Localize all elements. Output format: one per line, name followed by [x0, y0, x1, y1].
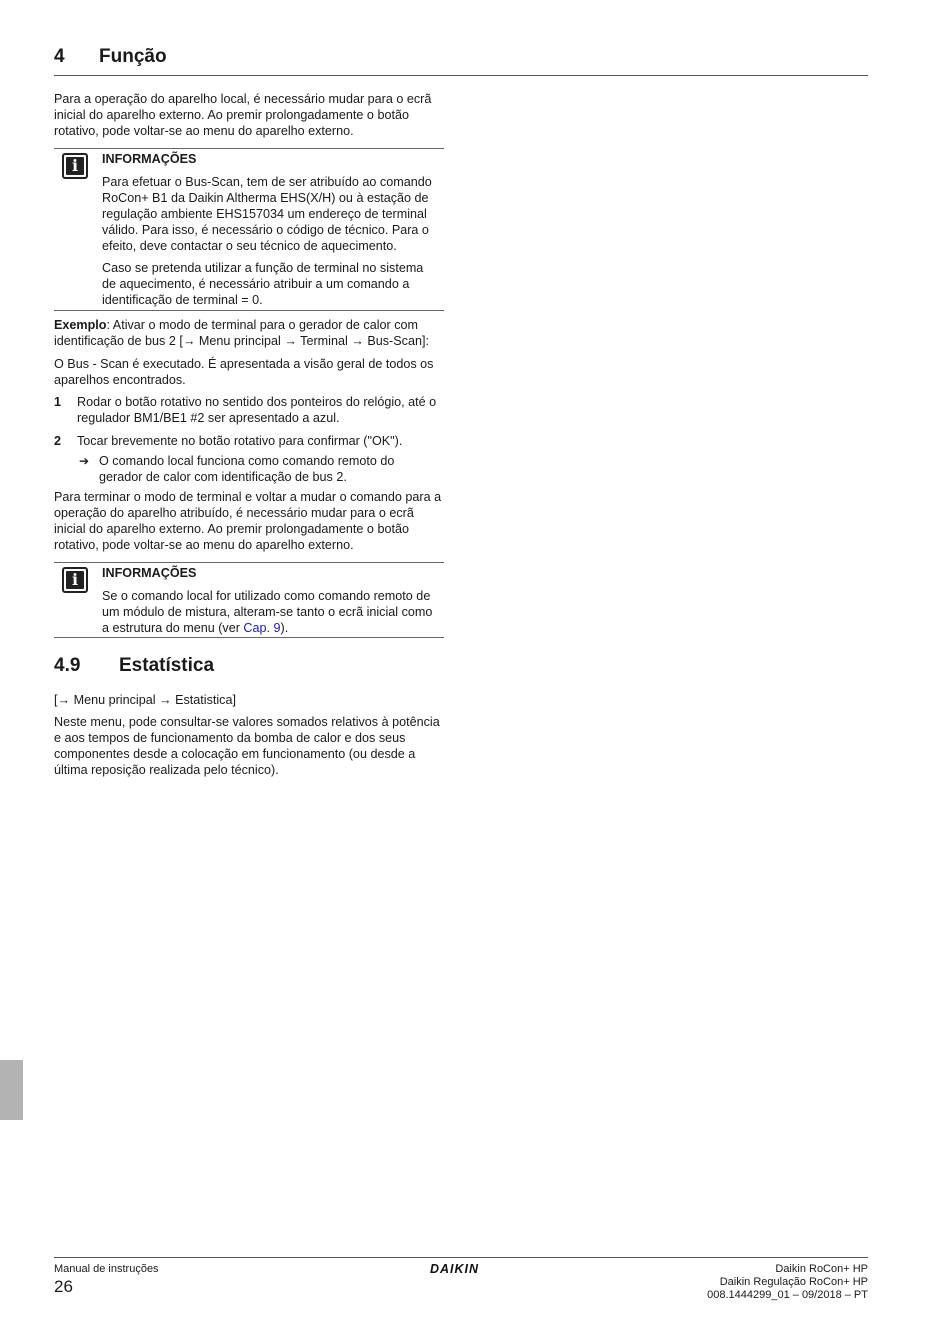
section-heading: [54, 655, 444, 682]
info-box-bus-scan: [54, 148, 444, 311]
footer-divider: [54, 1257, 868, 1258]
step-text: Rodar o botão rotativo no sentido dos ponteiros do relógio, até o regulador BM1/BE1 #2 ser apresentado a azul.: [77, 395, 437, 425]
info-title: INFORMAÇÕES: [102, 566, 197, 580]
intro-paragraph: Para a operação do aparelho local, é necessário mudar para o ecrã inicial do aparelho externo. Ao premir prolongadamente o botão rotativo, pode voltar-se ao menu do aparelho externo.: [54, 92, 432, 138]
info-paragraph: Caso se pretenda utilizar a função de terminal no sistema de aquecimento, é necessário atribuir a um comando a identificação de terminal = 0.: [102, 261, 424, 307]
info-paragraph: Para efetuar o Bus-Scan, tem de ser atribuído ao comando RoCon+ B1 da Daikin Altherma EHS(X/H) ou à estação de regulação ambiente EHS157034 um endereço de terminal válido. Para isso, é necessário o código de técnico. Para o efeito, deve contactar o seu técnico de aquecimento.: [102, 175, 432, 253]
terminate-paragraph: Para terminar o modo de terminal e voltar a mudar o comando para a operação do aparelho atribuído, é necessário mudar para o ecrã inicial do aparelho externo. Ao premir prolongadamente o botão rotativo, pode voltar-se ao menu do aparelho externo.: [54, 490, 442, 552]
example-paragraph: [54, 317, 444, 349]
example-label: Exemplo: [54, 318, 107, 332]
info-icon: i: [62, 153, 88, 179]
step-text: Tocar brevemente no botão rotativo para confirmar ("OK").: [77, 434, 403, 448]
info-icon: i: [62, 567, 88, 593]
footer-product-name: Daikin Regulação RoCon+ HP: [719, 1276, 868, 1288]
example-text: : Ativar o modo de terminal para o gerador de calor com identificação de bus 2 [→ Menu principal → Terminal → Bus-Scan]:: [54, 318, 429, 348]
chapter-tab-marker: [0, 1060, 23, 1120]
info-box-mixing-module: [54, 562, 444, 638]
info-title: INFORMAÇÕES: [102, 152, 197, 166]
section-number: 4.9: [54, 655, 81, 676]
footer-product-name: Daikin RoCon+ HP: [775, 1263, 868, 1275]
step-number: 1: [54, 395, 62, 409]
footer-product-info: [707, 1263, 868, 1302]
arrow-right-icon: ➔: [79, 454, 90, 468]
footer-doc-id: 008.1444299_01 – 09/2018 – PT: [707, 1289, 868, 1301]
menu-path: [→ Menu principal → Estatistica]: [54, 693, 236, 707]
info-paragraph: Se o comando local for utilizado como comando remoto de um módulo de mistura, alteram-se tanto o ecrã inicial como a estrutura do menu (ver Cap. 9).: [102, 589, 433, 635]
statistics-paragraph: Neste menu, pode consultar-se valores somados relativos à potência e aos tempos de funcionamento da bomba de calor e dos seus componentes desde a colocação em funcionamento (ou desde a última reposição realizada pelo técnico).: [54, 715, 440, 777]
step-number: 2: [54, 434, 62, 448]
chapter-number: 4: [54, 46, 65, 67]
page-number: 26: [54, 1277, 73, 1296]
chapter-heading: [54, 46, 868, 76]
chapter-title: Função: [99, 46, 167, 67]
daikin-logo: DAIKIN: [430, 1262, 480, 1276]
footer-doc-type: Manual de instruções: [54, 1263, 159, 1275]
result-text: O comando local funciona como comando remoto do gerador de calor com identificação de bus 2.: [99, 454, 395, 484]
section-title: Estatística: [119, 655, 215, 676]
scan-paragraph: O Bus - Scan é executado. É apresentada a visão geral de todos os aparelhos encontrados.: [54, 357, 434, 387]
chapter-link[interactable]: Cap. 9: [243, 621, 281, 635]
